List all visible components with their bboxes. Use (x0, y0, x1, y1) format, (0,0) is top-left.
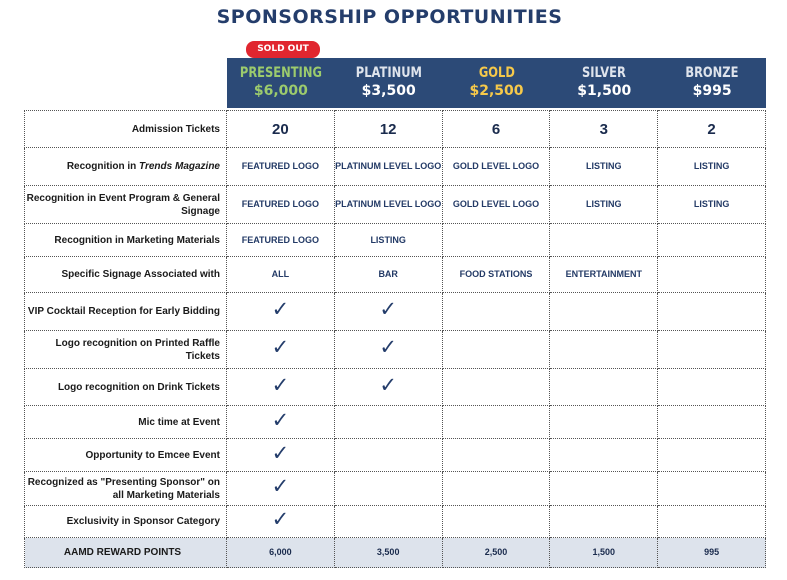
benefit-cell (658, 369, 766, 406)
sold-out-badge: SOLD OUT (246, 41, 320, 58)
cell-value: ALL (271, 269, 290, 279)
benefit-cell (550, 186, 658, 224)
page-title: SPONSORSHIP OPPORTUNITIES (216, 6, 563, 28)
tier-name: SILVER (582, 65, 627, 81)
tier-silver (550, 58, 658, 108)
checkmark-icon: ✓ (271, 297, 290, 321)
cell-value: LISTING (693, 199, 730, 209)
reward-points-value: 3,500 (334, 538, 442, 568)
row-label-text: Recognition in (66, 161, 140, 172)
benefit-cell (550, 293, 658, 331)
table-row (25, 111, 766, 148)
benefit-cell (550, 148, 658, 186)
tier-name: PRESENTING (239, 65, 322, 81)
tier-price: $995 (692, 83, 732, 99)
benefit-cell (227, 186, 335, 224)
benefit-cell (334, 224, 442, 257)
benefit-cell (658, 186, 766, 224)
row-label-raffle-tickets: Logo recognition on Printed Raffle Tickets (25, 331, 227, 369)
benefit-cell (227, 257, 335, 293)
cell-value: GOLD LEVEL LOGO (452, 199, 540, 209)
benefit-cell (334, 186, 442, 224)
cell-value: GOLD LEVEL LOGO (452, 161, 540, 171)
benefit-cell (334, 472, 442, 506)
checkmark-icon: ✓ (379, 335, 397, 359)
table-row (25, 257, 766, 293)
benefit-cell (442, 111, 550, 148)
checkmark-icon: ✓ (271, 440, 290, 465)
benefit-cell (658, 472, 766, 506)
reward-points-row (25, 538, 766, 568)
benefit-cell (442, 186, 550, 224)
checkmark-icon: ✓ (271, 407, 290, 432)
checkmark-icon: ✓ (271, 474, 290, 498)
benefit-cell (550, 257, 658, 293)
benefit-cell-checked (227, 331, 335, 369)
cell-value: LISTING (370, 234, 406, 245)
benefit-cell (334, 439, 442, 472)
row-label-marketing-materials: Recognition in Marketing Materials (25, 224, 227, 257)
row-label-drink-tickets: Logo recognition on Drink Tickets (25, 369, 227, 406)
benefit-cell-checked (334, 293, 442, 331)
benefit-cell (442, 224, 550, 257)
cell-value: ENTERTAINMENT (565, 269, 642, 279)
tier-price: $6,000 (253, 83, 308, 99)
cell-value: FEATURED LOGO (241, 161, 320, 171)
benefit-cell (658, 111, 766, 148)
tier-price: $1,500 (577, 83, 632, 99)
benefit-cell (658, 257, 766, 293)
benefit-cell (334, 406, 442, 439)
benefit-cell (442, 331, 550, 369)
benefit-cell (658, 148, 766, 186)
benefit-cell (227, 111, 335, 148)
reward-points-value: 995 (658, 538, 766, 568)
tier-gold (443, 58, 551, 108)
row-label-exclusivity: Exclusivity in Sponsor Category (25, 506, 227, 538)
checkmark-icon: ✓ (271, 335, 290, 359)
benefit-cell (442, 406, 550, 439)
benefit-cell-checked (227, 472, 335, 506)
benefit-cell-checked (227, 406, 335, 439)
benefit-cell (442, 472, 550, 506)
checkmark-icon: ✓ (271, 507, 290, 531)
cell-value: PLATINUM LEVEL LOGO (335, 161, 442, 171)
tier-name: GOLD (478, 65, 515, 81)
row-label-vip-cocktail: VIP Cocktail Reception for Early Bidding (25, 293, 227, 331)
reward-points-label: AAMD REWARD POINTS (25, 538, 227, 568)
benefit-cell (334, 111, 442, 148)
benefit-cell-checked (227, 506, 335, 538)
cell-value: 20 (272, 120, 289, 138)
checkmark-icon: ✓ (379, 297, 397, 321)
tier-price: $2,500 (469, 83, 524, 99)
cell-value: FEATURED LOGO (241, 199, 320, 209)
tier-name: BRONZE (685, 65, 739, 81)
benefit-cell (658, 506, 766, 538)
benefit-cell (227, 148, 335, 186)
row-label-mic-time: Mic time at Event (25, 406, 227, 439)
tier-platinum (335, 58, 443, 108)
table-row (25, 506, 766, 538)
cell-value: LISTING (693, 161, 730, 171)
table-row (25, 369, 766, 406)
reward-points-value: 2,500 (442, 538, 550, 568)
benefit-cell (442, 148, 550, 186)
tier-bronze (658, 58, 766, 108)
benefit-cell (550, 439, 658, 472)
checkmark-icon: ✓ (271, 372, 290, 397)
cell-value: 12 (379, 120, 397, 138)
benefits-table (24, 110, 766, 568)
cell-value: LISTING (586, 161, 622, 171)
benefit-cell-checked (227, 439, 335, 472)
reward-points-value: 1,500 (550, 538, 658, 568)
benefit-cell (227, 224, 335, 257)
table-row (25, 439, 766, 472)
benefit-cell (550, 506, 658, 538)
benefit-cell-checked (334, 331, 442, 369)
reward-points-value: 6,000 (227, 538, 335, 568)
row-label-specific-signage: Specific Signage Associated with (25, 257, 227, 293)
tier-header (227, 58, 766, 108)
benefit-cell (550, 224, 658, 257)
row-label-admission-tickets: Admission Tickets (25, 111, 227, 148)
benefit-cell (550, 331, 658, 369)
table-row (25, 293, 766, 331)
benefit-cell (442, 293, 550, 331)
benefit-cell (658, 406, 766, 439)
table-row (25, 472, 766, 506)
benefit-cell (550, 111, 658, 148)
benefit-cell (658, 331, 766, 369)
table-row (25, 331, 766, 369)
benefit-cell (550, 472, 658, 506)
row-label-italic: Trends Magazine (139, 161, 220, 172)
benefit-cell (442, 506, 550, 538)
benefit-cell (334, 148, 442, 186)
row-label-emcee: Opportunity to Emcee Event (25, 439, 227, 472)
cell-value: BAR (378, 269, 398, 279)
benefit-cell-checked (334, 369, 442, 406)
table-row (25, 224, 766, 257)
checkmark-icon: ✓ (379, 372, 397, 397)
tier-name: PLATINUM (355, 65, 422, 81)
benefit-cell (442, 257, 550, 293)
cell-value: FEATURED LOGO (241, 234, 320, 245)
table-row (25, 148, 766, 186)
table-row (25, 406, 766, 439)
benefit-cell-checked (227, 293, 335, 331)
cell-value: 2 (707, 120, 716, 138)
cell-value: 3 (599, 120, 608, 138)
benefit-cell (442, 439, 550, 472)
benefit-cell (334, 257, 442, 293)
row-label-event-program: Recognition in Event Program & General Signage (25, 186, 227, 224)
benefit-cell (442, 369, 550, 406)
benefit-cell (658, 439, 766, 472)
row-label-trends-magazine (25, 148, 227, 186)
cell-value: FOOD STATIONS (459, 269, 533, 279)
benefit-cell (334, 506, 442, 538)
benefit-cell-checked (227, 369, 335, 406)
tier-presenting (227, 58, 335, 108)
cell-value: 6 (491, 120, 501, 138)
benefit-cell (550, 369, 658, 406)
cell-value: PLATINUM LEVEL LOGO (335, 199, 442, 209)
row-label-presenting-sponsor: Recognized as "Presenting Sponsor" on all Marketing Materials (25, 472, 227, 506)
table-row (25, 186, 766, 224)
tier-price: $3,500 (361, 83, 416, 99)
benefit-cell (658, 293, 766, 331)
benefit-cell (658, 224, 766, 257)
cell-value: LISTING (586, 199, 622, 209)
benefit-cell (550, 406, 658, 439)
